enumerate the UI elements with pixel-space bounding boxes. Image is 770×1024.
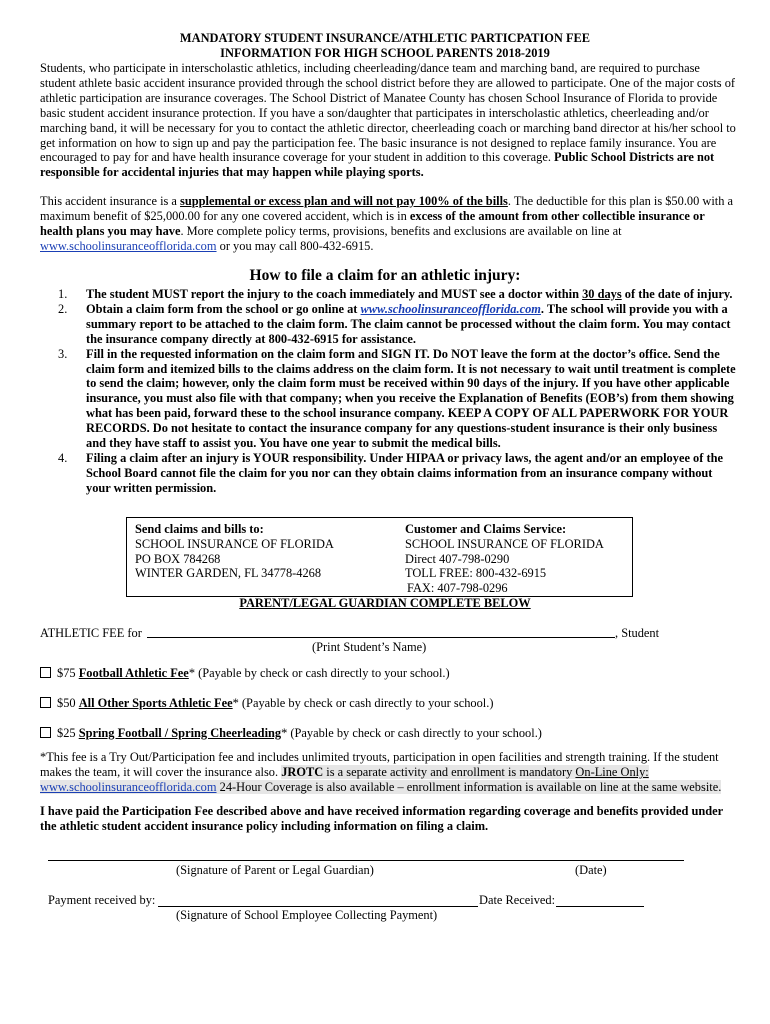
parent-section-heading: PARENT/LEGAL GUARDIAN COMPLETE BELOW	[239, 596, 531, 610]
fee-option-spring[interactable]	[40, 726, 542, 741]
checkbox[interactable]	[40, 697, 51, 708]
footnote-jrotc: JROTC	[281, 764, 324, 779]
intro-bold-text: Public School Districts are not responsible for accidental injuries that may happen while playing sports.	[40, 150, 715, 180]
footnote-website-link[interactable]: www.schoolinsuranceofflorida.com	[40, 779, 217, 794]
fee-name: Spring Football / Spring Cheerleading	[78, 726, 282, 740]
fee-note: * (Payable by check or cash directly to your school.)	[232, 696, 494, 710]
claims-step-3	[40, 347, 736, 451]
fee-option-football[interactable]	[40, 666, 450, 681]
fee-name: All Other Sports Athletic Fee	[78, 696, 233, 710]
customer-service-contact	[405, 522, 604, 596]
fee-note: * (Payable by check or cash directly to your school.)	[281, 726, 542, 740]
step-3-text: Fill in the requested information on the claim form and SIGN IT. Do NOT leave the form at the doctor’s office. Send the claim form and itemized bills to the claims address on the claim form. It is not necessary to wait until treatment is complete to send the claim; however, only the claim form must be received within 90 days of the injury. If you have other applicable insurance, you must also file with that company; when you receive the Explanation of Benefits (EOB’s) from them showing what has been paid, forward these to the school insurance company. KEEP A COPY OF ALL PAPERWORK FOR YOUR RECORDS. Do not hesitate to contact the insurance company for any questions-student insurance is their only business and they have staff to assist you. You have one year to submit the medical bills.	[86, 346, 736, 451]
customer-service-heading: Customer and Claims Service:	[405, 522, 567, 536]
checkbox[interactable]	[40, 667, 51, 678]
parent-signature-field[interactable]	[48, 860, 684, 861]
step-1-text: The student MUST report the injury to the coach immediately and MUST see a doctor within	[86, 287, 583, 301]
print-name-caption: (Print Student’s Name)	[312, 640, 427, 654]
service-company: SCHOOL INSURANCE OF FLORIDA	[405, 536, 604, 551]
date-received-label: Date Received:	[479, 893, 556, 907]
step-2-text: Obtain a claim form from the school or go online at	[86, 301, 361, 316]
claims-step-4	[40, 451, 736, 496]
fee-price: $50	[57, 696, 79, 710]
claims-step-1	[40, 287, 736, 302]
coverage-text-3: . More complete policy terms, provisions, benefits and exclusions are available on line at	[180, 223, 622, 238]
coverage-text-2: . The deductible for this plan is $50.00 with a maximum benefit of $25,000.00 for any one covered accident, which is in	[40, 194, 734, 223]
step-4-text: Filing a claim after an injury is YOUR responsibility. Under HIPAA or privacy laws, the agent and/or an employee of the School Board cannot file the claim for you nor can they obtain claims information from an insurance company without your written permission.	[86, 450, 723, 495]
coverage-website-link[interactable]: www.schoolinsuranceofflorida.com	[40, 238, 217, 253]
send-claims-heading: Send claims and bills to:	[135, 522, 264, 536]
athletic-fee-label: ATHLETIC FEE for	[40, 626, 142, 640]
step-2-text-end: . The school will provide you with a summary report to be attached to the claim form. The claim cannot be processed without the claim form. You may contact the insurance company directly at 800-432-6915 for assistance.	[86, 301, 731, 346]
coverage-paragraph	[40, 194, 736, 254]
step-number: 4.	[58, 450, 68, 465]
step-1-text-end: of the date of injury.	[621, 287, 733, 301]
claims-steps-list	[40, 287, 736, 496]
fee-footnote	[40, 750, 736, 795]
claims-heading: How to file a claim for an athletic injury:	[249, 267, 521, 284]
service-toll-free: TOLL FREE: 800-432-6915	[405, 566, 547, 581]
coverage-excess-amount: excess of the amount from other collectible insurance or health plans you may have	[40, 208, 705, 238]
service-fax: FAX: 407-798-0296	[407, 581, 508, 596]
fee-note: * (Payable by check or cash directly to your school.)	[188, 666, 450, 680]
fee-option-other-sports[interactable]	[40, 696, 493, 711]
document-title	[0, 31, 770, 60]
payment-received-label: Payment received by:	[48, 893, 156, 907]
mailing-po-box: PO BOX 784268	[135, 551, 221, 566]
service-direct-phone: Direct 407-798-0290	[405, 551, 510, 566]
title-line-2: INFORMATION FOR HIGH SCHOOL PARENTS 2018-2019	[220, 45, 550, 60]
fee-price: $25	[57, 726, 79, 740]
footnote-jrotc-text: is a separate activity and enrollment is mandatory	[323, 764, 576, 779]
claims-step-2	[40, 302, 736, 347]
checkbox[interactable]	[40, 727, 51, 738]
date-caption: (Date)	[575, 863, 607, 877]
declaration: I have paid the Participation Fee described above and have received information regarding coverage and benefits provided under the athletic student accident insurance policy including information on filing a claim.	[40, 804, 723, 833]
intro-text: Students, who participate in interscholastic athletics, including cheerleading/dance team and marching band, are required to purchase student athlete basic accident insurance provided through the school district before they are allowed to participate. One of the major costs of athletic participation are insurance coverages. The School District of Manatee County has chosen School Insurance of Florida to provide basic student accident insurance protection. If you have a son/daughter that participates in interscholastic athletics, cheerleading and/or marching band, it will be necessary for you to contact the athletic director, cheerleading coach or marching band director at his/her school to get information on how to sign up and pay the participation fee. The basic insurance is not designed to replace family insurance. You are encouraged to pay for and have health insurance coverage for your student in addition to this coverage.	[40, 61, 736, 165]
coverage-excess-plan: supplemental or excess plan and will not pay 100% of the bills	[180, 194, 508, 208]
parent-signature-caption: (Signature of Parent or Legal Guardian)	[176, 863, 374, 877]
step-number: 2.	[58, 301, 68, 316]
footnote-online-only: On-Line Only:	[575, 764, 649, 779]
fee-name: Football Athletic Fee	[78, 666, 189, 680]
fee-price: $75	[57, 666, 79, 680]
employee-signature-caption: (Signature of School Employee Collecting Payment)	[176, 908, 438, 922]
title-line-1: MANDATORY STUDENT INSURANCE/ATHLETIC PARTICPATION FEE	[179, 31, 591, 45]
mailing-company: SCHOOL INSURANCE OF FLORIDA	[135, 536, 334, 551]
step-number: 1.	[58, 287, 68, 301]
intro-paragraph	[40, 61, 736, 180]
footnote-coverage-text: 24-Hour Coverage is also available – enrollment information is available on line at the same website.	[216, 779, 722, 794]
student-suffix: , Student	[615, 626, 660, 640]
mailing-city-state: WINTER GARDEN, FL 34778-4268	[135, 566, 322, 581]
step-2-website-link[interactable]: www.schoolinsuranceofflorida.com	[360, 301, 541, 316]
claims-mailing-address	[135, 522, 334, 581]
contact-box	[126, 517, 633, 597]
step-number: 3.	[58, 346, 68, 361]
footnote-text: *This fee is a Try Out/Participation fee and includes unlimited tryouts, participation in open facilities and strength training. If the student makes the team, it will cover the insurance also.	[40, 750, 719, 779]
coverage-text-1: This accident insurance is a	[40, 194, 181, 208]
coverage-phone-text: or you may call 800-432-6915.	[216, 238, 374, 253]
employee-signature-field[interactable]	[158, 906, 478, 907]
student-name-field[interactable]	[147, 637, 615, 638]
step-1-30-days: 30 days	[582, 287, 622, 301]
date-received-field[interactable]	[556, 906, 644, 907]
